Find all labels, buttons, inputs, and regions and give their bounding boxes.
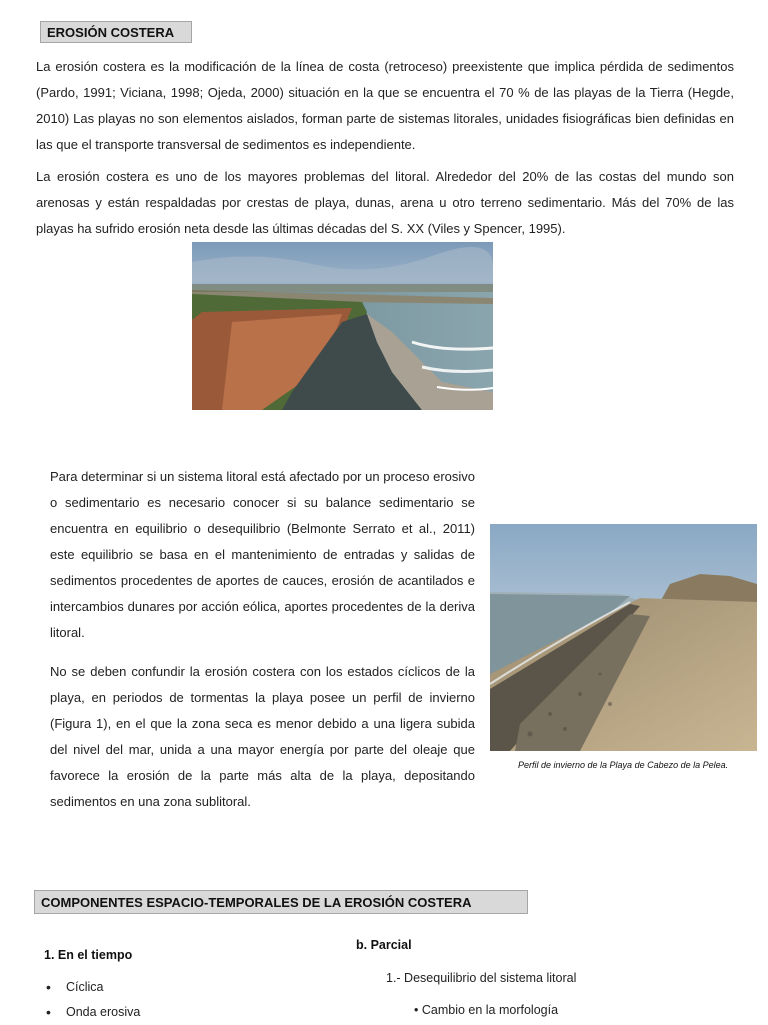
time-list — [44, 975, 140, 1025]
intro-paragraph-2: La erosión costera es uno de los mayores problemas del litoral. Alrededor del 20% de las costas del mundo son arenosas y están respaldadas por crestas de playa, dunas, arena u otro terreno sedimentario. Más del 70% de las playas ha sufrido erosión neta desde las últimas décadas del S. XX (Viles y Spencer, 1995). — [36, 169, 734, 236]
sub-bullet-morphology: • Cambio en la morfología — [414, 1003, 559, 1017]
section-heading-erosion: EROSIÓN COSTERA — [40, 21, 192, 43]
balance-paragraph: Para determinar si un sistema litoral está afectado por un proceso erosivo o sedimentario es necesario conocer si su balance sedimentario se encuentra en equilibrio o desequilibrio (Belmonte Serrato et al., 2011) este equilibrio se basa en el mantenimiento de entradas y salidas de sedimentos procedentes de aportes de cauces, erosión de acantilados e intercambios dunares por acción eólica, aportes procedentes de la deriva litoral. — [50, 469, 475, 640]
subheading-partial: b. Parcial — [356, 938, 412, 952]
intro-paragraph-1: La erosión costera es la modificación de la línea de costa (retroceso) preexistente que implica pérdida de sedimentos (Pardo, 1991; Viciana, 1998; Ojeda, 2000) situación en la que se encuentra el 70 % de las playas de la Tierra (Hegde, 2010) Las playas no son elementos aislados, forman parte de sistemas litorales, unidades fisiográficas bien definidas en las que el transporte transversal de sedimentos es independiente. — [36, 59, 734, 152]
list-item: • Onda erosiva — [44, 1000, 140, 1025]
section-heading-components: COMPONENTES ESPACIO-TEMPORALES DE LA EROSIÓN COSTERA — [34, 890, 528, 914]
sub-item-imbalance: 1.- Desequilibrio del sistema litoral — [386, 971, 577, 985]
cyclic-states-paragraph: No se deben confundir la erosión costera con los estados cíclicos de la playa, en periodos de tormentas la playa posee un perfil de invierno (Figura 1), en el que la zona seca es menor debido a una ligera subida del nivel del mar, unida a una mayor energía por parte del oleaje que favorece la erosión de la parte más alta de la playa, depositando sedimentos en una zona sublitoral. — [50, 664, 475, 809]
figure-caption: Perfil de invierno de la Playa de Cabezo de la Pelea. — [518, 760, 729, 770]
list-item: • Cíclica — [44, 975, 140, 1000]
beach-winter-profile-photo — [490, 524, 757, 751]
subheading-time: 1. En el tiempo — [44, 948, 133, 962]
coastal-cliff-photo — [192, 242, 493, 410]
